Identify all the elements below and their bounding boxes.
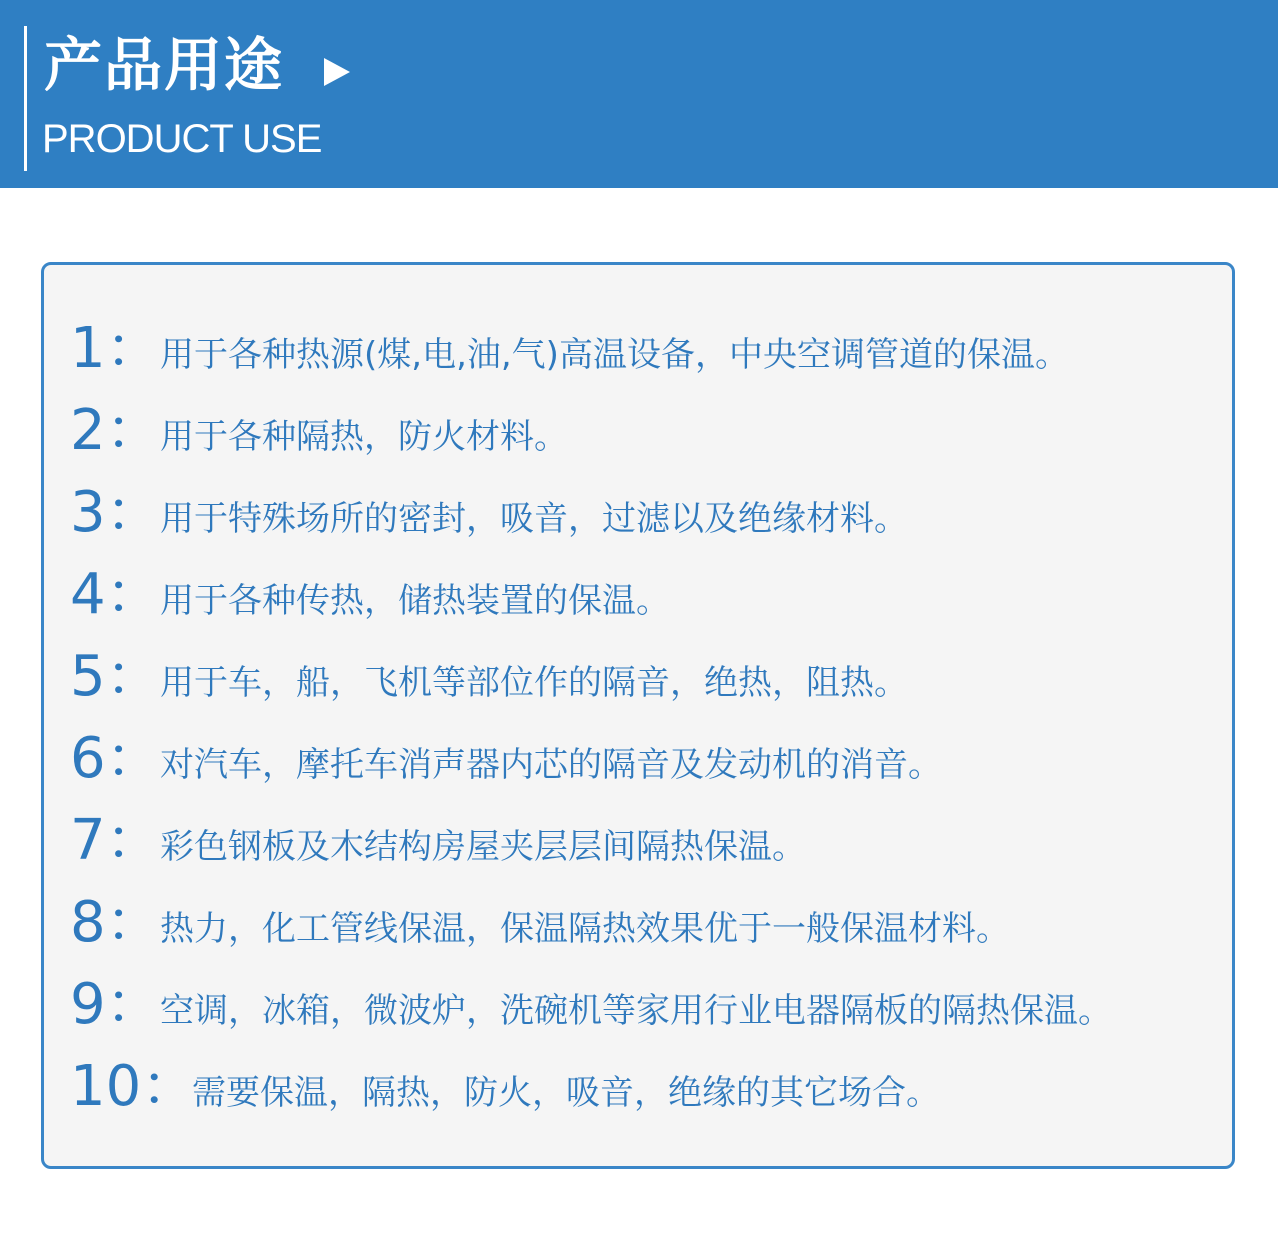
use-item-number: 2： xyxy=(70,398,162,463)
use-item-number: 3： xyxy=(70,480,162,545)
use-item-number: 9： xyxy=(70,972,162,1037)
use-item-number: 4： xyxy=(70,562,162,627)
use-item xyxy=(44,563,1234,633)
use-item-number: 1： xyxy=(70,316,162,381)
use-item xyxy=(44,1055,1234,1125)
uses-panel xyxy=(41,262,1235,1169)
use-item xyxy=(44,727,1234,797)
use-item xyxy=(44,809,1234,879)
use-item xyxy=(44,645,1234,715)
use-item-text: 彩色钢板及木结构房屋夹层层间隔热保温。 xyxy=(160,827,806,867)
header-divider xyxy=(24,26,27,171)
use-item-text: 空调，冰箱，微波炉，洗碗机等家用行业电器隔板的隔热保温。 xyxy=(160,991,1112,1031)
use-item-number: 8： xyxy=(70,890,162,955)
use-item-text: 用于各种隔热，防火材料。 xyxy=(160,417,568,457)
use-item xyxy=(44,317,1234,387)
use-item-text: 热力，化工管线保温，保温隔热效果优于一般保温材料。 xyxy=(160,909,1010,949)
use-item-text: 需要保温，隔热，防火，吸音，绝缘的其它场合。 xyxy=(192,1073,940,1113)
use-item-number: 10： xyxy=(70,1054,198,1119)
use-item-number: 6： xyxy=(70,726,162,791)
use-item-text: 用于特殊场所的密封，吸音，过滤以及绝缘材料。 xyxy=(160,499,908,539)
section-header xyxy=(0,0,1278,188)
use-item-text: 用于车，船，飞机等部位作的隔音，绝热，阻热。 xyxy=(160,663,908,703)
use-item xyxy=(44,481,1234,551)
use-item-text: 用于各种传热，储热装置的保温。 xyxy=(160,581,670,621)
play-triangle-icon xyxy=(324,58,350,86)
use-item xyxy=(44,399,1234,469)
section-title: 产品用途 xyxy=(44,31,285,99)
use-item xyxy=(44,973,1234,1043)
use-item-text: 对汽车，摩托车消声器内芯的隔音及发动机的消音。 xyxy=(160,745,942,785)
use-item-number: 5： xyxy=(70,644,162,709)
use-item-text: 用于各种热源(煤,电,油,气)高温设备，中央空调管道的保温。 xyxy=(160,335,1069,375)
use-item xyxy=(44,891,1234,961)
section-subtitle: PRODUCT USE xyxy=(42,117,322,161)
use-item-number: 7： xyxy=(70,808,162,873)
